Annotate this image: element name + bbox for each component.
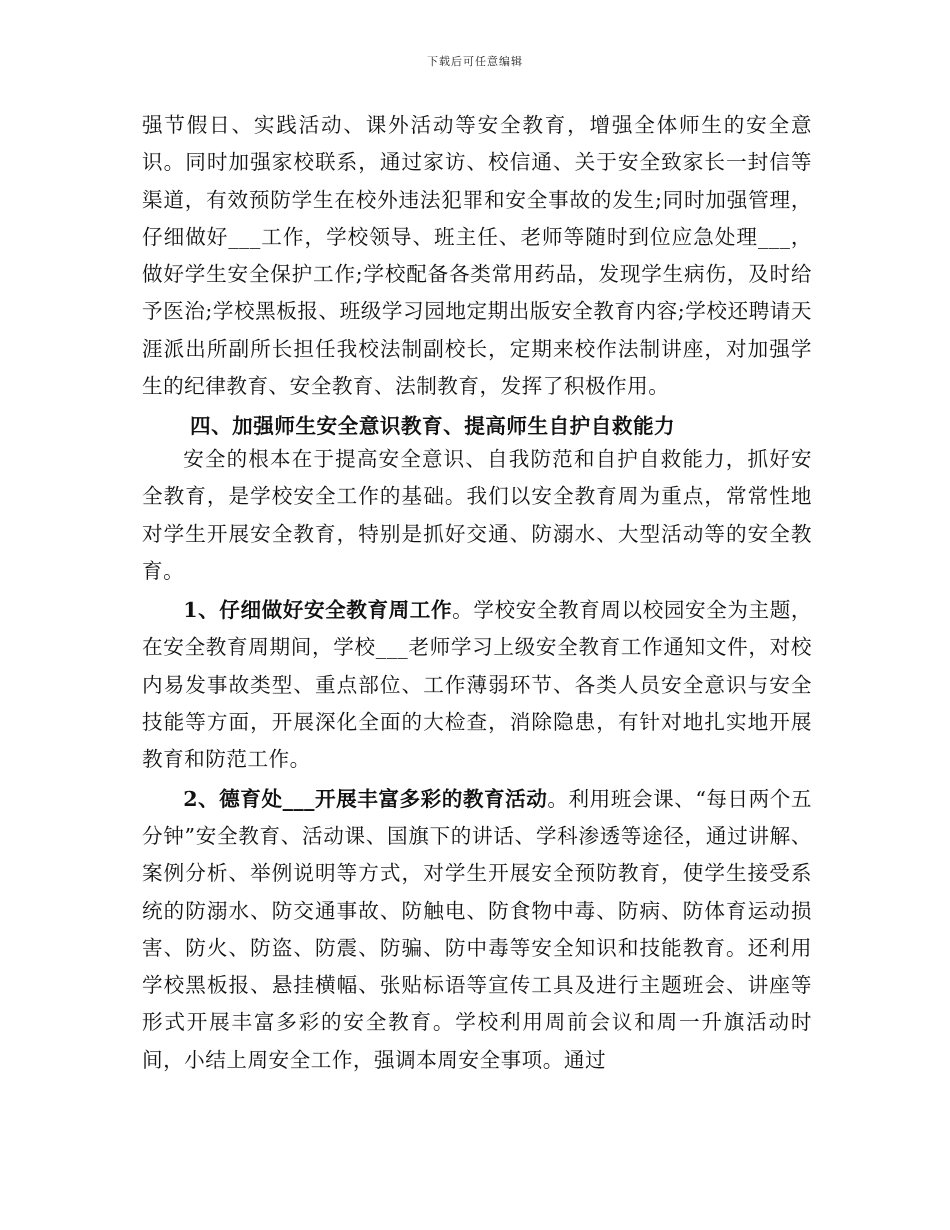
paragraph-safety-measures: 强节假日、实践活动、课外活动等安全教育，增强全体师生的安全意识。同时加强家校联系，通过家访、校信通、关于安全致家长一封信等渠道，有效预防学生在校外违法犯罪和安全事故的发生;同时加强管理，仔细做好___工作，学校领导、班主任、老师等随时到位应急处理___，做好学生安全保护工作;学校配备各类常用药品，发现学生病伤，及时给予医治;学校黑板报、班级学习园地定期出版安全教育内容;学校还聘请天涯派出所副所长担任我校法制副校长，定期来校作法制讲座，对加强学生的纪律教育、安全教育、法制教育，发挥了积极作用。 [142,113,812,399]
list-item-2-title: 2、德育处___开展丰富多彩的教育活动 [183,786,548,811]
list-item-2-text: 。利用班会课、“每日两个五分钟”安全教育、活动课、国旗下的讲话、学科渗透等途径，通过讲解、案例分析、举例说明等方式，对学生开展安全预防教育，使学生接受系统的防溺水、防交通事故、防触电、防食物中毒、防病、防体育运动损害、防火、防盗、防震、防骗、防中毒等安全知识和技能教育。还利用学校黑板报、悬挂横幅、张贴标语等宣传工具及进行主题班会、讲座等形式开展丰富多彩的安全教育。学校利用周前会议和周一升旗活动时间，小结上周安全工作，强调本周安全事项。通过 [142,786,813,1072]
list-item-1 [142,592,812,778]
page-header: 下载后可任意编辑 [427,55,523,68]
section-heading-four: 四、加强师生安全意识教育、提高师生自护自救能力 [190,414,676,438]
document-body [142,107,812,405]
paragraph-safety-foundation: 安全的根本在于提高安全意识、自我防范和自护自救能力，抓好安全教育，是学校安全工作的基础。我们以安全教育周为重点，常常性地对学生开展安全教育，特别是抓好交通、防溺水、大型活动等的安全教育。 [142,447,812,583]
list-item-1-title: 1、仔细做好安全教育周工作 [183,598,453,623]
list-item-1-text: 。学校安全教育周以校园安全为主题，在安全教育周期间，学校___老师学习上级安全教育工作通知文件，对校内易发事故类型、重点部位、工作薄弱环节、各类人员安全意识与安全技能等方面，开展深化全面的大检查，消除隐患，有针对地扎实地开展教育和防范工作。 [142,598,812,772]
list-item-2 [142,781,812,1079]
section-four-body [142,441,812,1079]
